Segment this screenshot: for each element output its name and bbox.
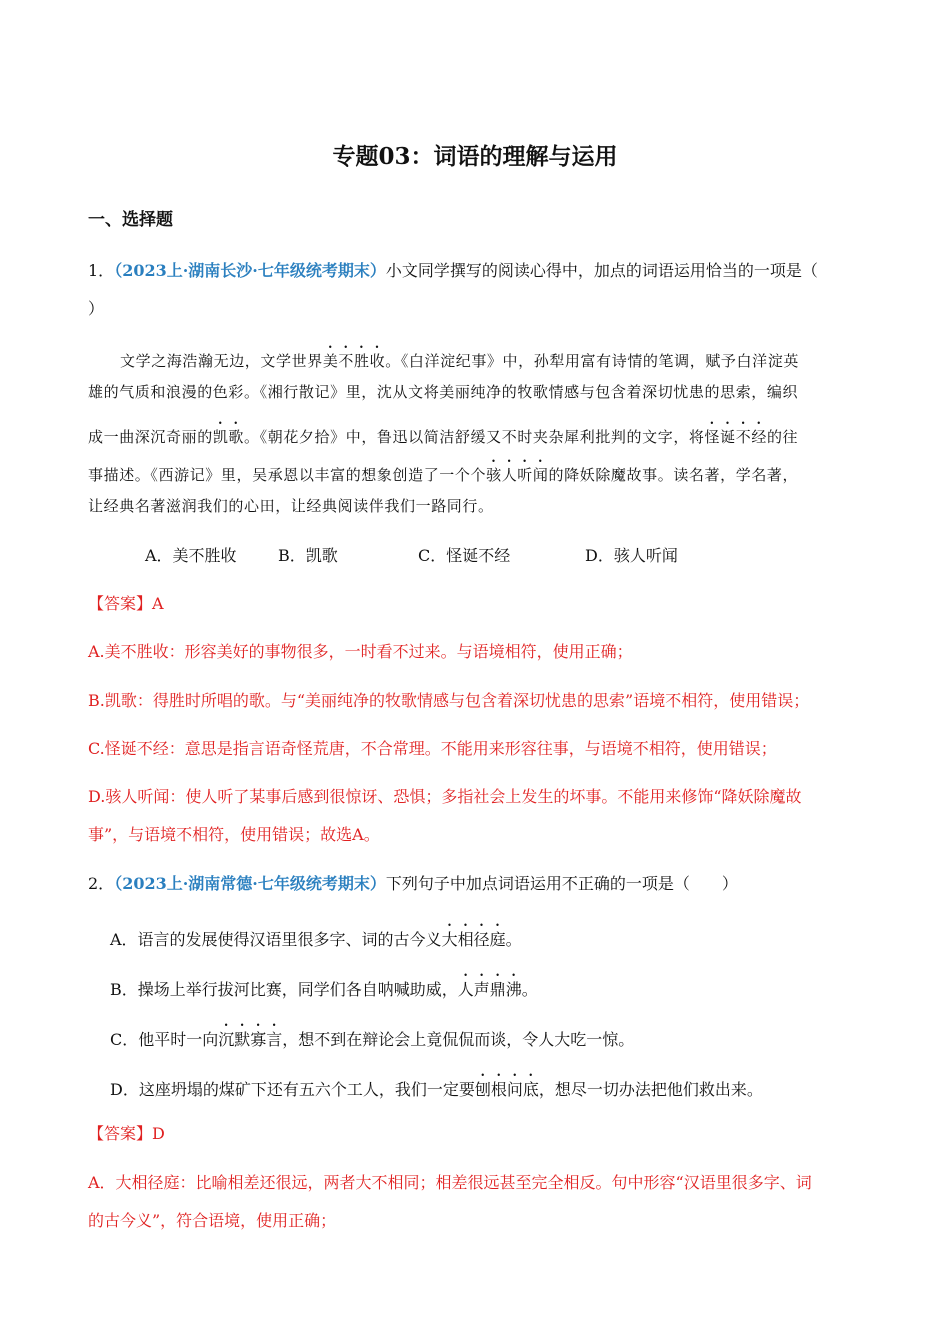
question-number: 2． (88, 874, 115, 893)
answer-label: 【答案】D (88, 1124, 165, 1143)
question-text: 小文同学撰写的阅读心得中，加点的词语运用恰当的一项是（ (385, 261, 818, 280)
explanation-line: C.怪诞不经：意思是指言语奇怪荒唐，不合常理。不能用来形容往事，与语境不相符，使用错误； (88, 739, 777, 758)
dotted-term: 沉默寡言 (218, 1030, 283, 1049)
explanation-line: 事”，与语境不相符，使用错误；故选A。 (88, 825, 380, 844)
dotted-term: 大相径庭 (441, 930, 506, 949)
option-b: B．操场上举行拔河比赛，同学们各自呐喊助威，人声鼎沸。 (110, 980, 538, 999)
option-a: A．美不胜收 (145, 546, 237, 565)
question-source: （2023上·湖南长沙·七年级统考期末） (114, 261, 386, 280)
explanation-line: B.凯歌：得胜时所唱的歌。与“美丽纯净的牧歌情感与包含着深切忧患的思索”语境不相符，使用错误； (88, 691, 810, 710)
section-heading: 一、选择题 (88, 210, 173, 230)
passage-line: 成一曲深沉奇丽的凯歌。《朝花夕拾》中，鲁迅以简洁舒缓又不时夹杂犀利批判的文字，将怪诞不经的往 (88, 428, 799, 446)
option-d: D．这座坍塌的煤矿下还有五六个工人，我们一定要刨根问底，想尽一切办法把他们救出来。 (110, 1080, 763, 1099)
passage-line: 让经典名著滋润我们的心田，让经典阅读伴我们一路同行。 (88, 497, 494, 515)
passage-line: 事描述。《西游记》里，吴承恩以丰富的想象创造了一个个骇人听闻的降妖除魔故事。读名著，学名著， (88, 466, 799, 484)
dotted-term: 凯歌 (212, 428, 245, 446)
dotted-term: 人声鼎沸 (457, 980, 522, 999)
question-1-stem (88, 258, 818, 281)
dotted-term: 怪诞不经 (704, 428, 767, 446)
dotted-term: 刨根问底 (474, 1080, 539, 1099)
option-c: C．他平时一向沉默寡言，想不到在辩论会上竟侃侃而谈，令人大吃一惊。 (110, 1030, 635, 1049)
page-title: 专题03：词语的理解与运用 (332, 143, 618, 170)
passage-line: 雄的气质和浪漫的色彩。《湘行散记》里，沈从文将美丽纯净的牧歌情感与包含着深切忧患的思索，编织 (88, 383, 799, 401)
explanation-line: D.骇人听闻：使人听了某事后感到很惊讶、恐惧；多指社会上发生的坏事。不能用来修饰“降妖除魔故 (88, 787, 802, 806)
option-a: A．语言的发展使得汉语里很多字、词的古今义大相径庭。 (110, 930, 522, 949)
answer-label: 【答案】A (88, 594, 164, 613)
question-text: 下列句子中加点词语运用不正确的一项是（ ） (385, 874, 738, 893)
option-c: C．怪诞不经 (418, 546, 511, 565)
question-number: 1． (88, 261, 115, 280)
explanation-line: A.美不胜收：形容美好的事物很多，一时看不过来。与语境相符，使用正确； (88, 642, 633, 661)
explanation-line: 的古今义”，符合语境，使用正确； (88, 1211, 337, 1230)
explanation-line: A．大相径庭：比喻相差还很远，两者大不相同；相差很远甚至完全相反。句中形容“汉语里很多字、词 (88, 1173, 812, 1192)
dotted-term: 骇人听闻 (486, 466, 549, 484)
question-1-stem-cont: ） (88, 299, 105, 318)
passage-line: 文学之海浩瀚无边，文学世界美不胜收。《白洋淀纪事》中，孙犁用富有诗情的笔调，赋予白洋淀英 (120, 352, 799, 370)
option-d: D．骇人听闻 (585, 546, 678, 565)
question-source: （2023上·湖南常德·七年级统考期末） (114, 874, 386, 893)
option-b: B．凯歌 (278, 546, 338, 565)
dotted-term: 美不胜收 (322, 352, 386, 370)
question-2-stem (88, 871, 738, 894)
